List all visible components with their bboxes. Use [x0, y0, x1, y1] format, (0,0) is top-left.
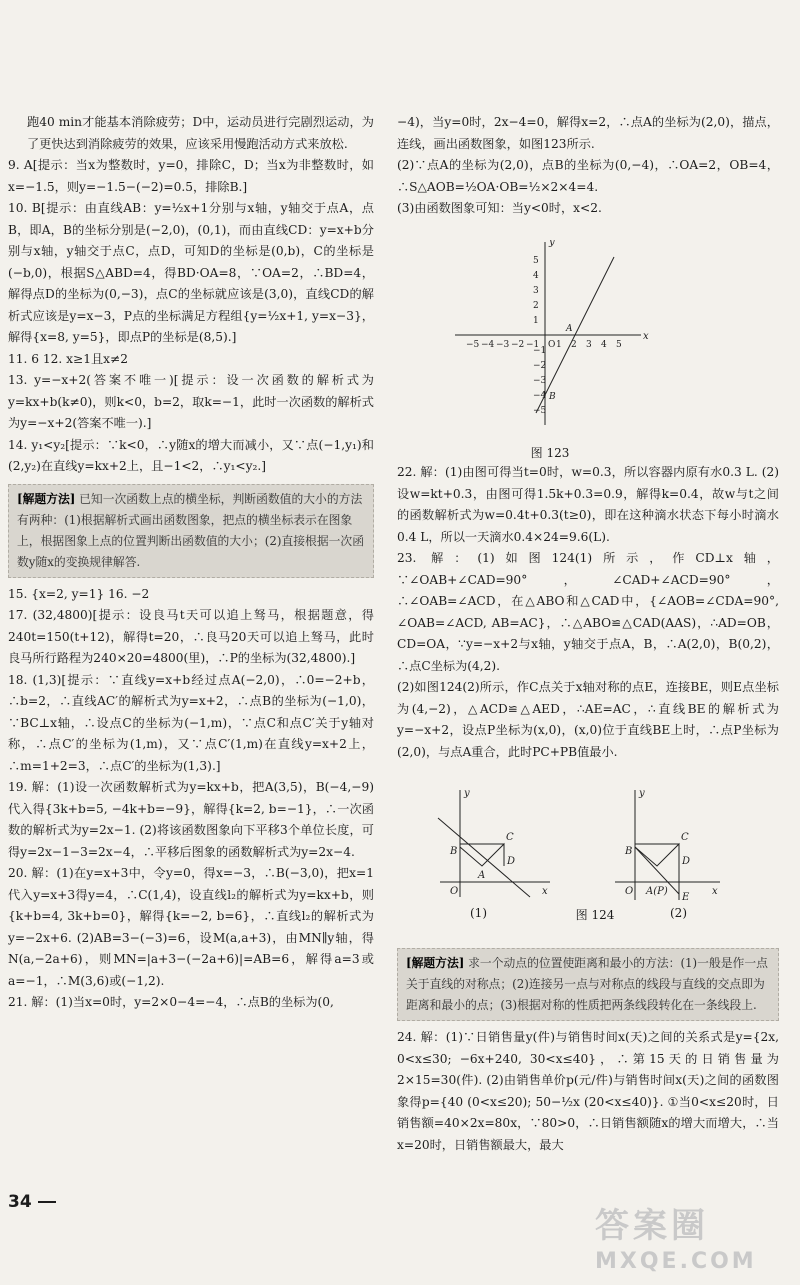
y-tick-label: −4	[533, 391, 547, 401]
x-tick-label: −3	[496, 340, 510, 350]
page-number	[8, 1192, 56, 1212]
method-box-2	[397, 948, 779, 1021]
fig1-x-label: x	[542, 886, 548, 897]
answer-21-part2: (2)∵点A的坐标为(2,0)，点B的坐标为(0,−4)，∴OA=2，OB=4，∴S△AOB=½OA·OB=½×2×4=4.	[397, 158, 779, 194]
fig124-sub1: (1)	[470, 906, 487, 920]
answer-22: 22. 解：(1)由图可得当t=0时，w=0.3，所以容器内原有水0.3 L. (2)设w=kt+0.3，由图可得1.5k+0.3=0.9，解得k=0.4，故w与t之间的函数解析式为w=0.4t+0.3(t≥0)，即在这种滴水状态下每小时滴水0.4 L，所以一天滴水0.4×24=9.6(L).	[397, 465, 779, 544]
fig1-y-label: y	[464, 788, 470, 799]
method-text: 已知一次函数上点的横坐标，判断函数值的大小的方法有两种：(1)根据解析式画出函数图象，把点的横坐标表示在图象上，根据图象上点的位置判断出函数值的大小；(2)直接根据一次函数y随x的变换规律解答.	[17, 491, 365, 569]
answer-15-16: 15. {x=2, y=1} 16. −2	[8, 586, 150, 601]
answer-21-part3: (3)由函数图象可知：当y<0时，x<2.	[397, 201, 602, 215]
x-tick-label: 2	[571, 340, 577, 350]
answer-23-part2: (2)如图124(2)所示，作C点关于x轴对称的点E，连接BE，则E点坐标为(4,−2)，△ACD≌△AED，∴AE=AC，∴直线BE的解析式为y=−x+2，设点P坐标为(x,0)，(x,0)位于直线BE上时，∴点P坐标为(2,0)，与点A重合，此时PC+PB值最小.	[397, 680, 779, 759]
answer-14: 14. y₁<y₂[提示：∵k<0，∴y随x的增大而减小，又∵点(−1,y₁)和(2,y₂)在直线y=kx+2上，且−1<2，∴y₁<y₂.]	[8, 437, 374, 473]
fig2-x-label: x	[712, 886, 718, 897]
left-column	[8, 112, 374, 1014]
answer-21-start: 21. 解：(1)当x=0时，y=2×0−4=−4，∴点B的坐标为(0,	[8, 995, 334, 1009]
answer-21-continued: −4)，当y=0时，2x−4=0，解得x=2，∴点A的坐标为(2,0)，描点，连线，画出函数图象，如图123所示.	[397, 115, 779, 151]
x-tick-label: −4	[481, 340, 495, 350]
answer-20: 20. 解：(1)在y=x+3中，令y=0，得x=−3，∴B(−3,0)，把x=1代入y=x+3得y=4，∴C(1,4)，设直线l₂的解析式为y=kx+b，则{k+b=4, 3k+b=0}，解得{k=−2, b=6}，∴直线l₂的解析式为y=−2x+6. (2)AB=3−(−3)=6，设M(a,a+3)，由MN∥y轴，得N(a,−2a+6)，则MN=|a+3−(−2a+6)|=AB=6，解得a=3或a=−1，∴M(3,6)或(−1,2).	[8, 866, 374, 988]
watermark-url: MXQE.COM	[595, 1249, 757, 1274]
page-number-text: 34	[8, 1192, 32, 1212]
answer-19: 19. 解：(1)设一次函数解析式为y=kx+b，把A(3,5)，B(−4,−9)代入得{3k+b=5, −4k+b=−9}，解得{k=2, b=−1}，∴一次函数的解析式为y=2x−1. (2)将该函数图象向下平移3个单位长度，可得y=2x−1−3=2x−4，∴平移后图象的函数解析式为y=2x−4.	[8, 780, 374, 859]
answer-9: 9. A[提示：当x为整数时，y=0，排除C，D；当x为非整数时，如x=−1.5，则y=−1.5−(−2)=0.5，排除B.]	[8, 158, 374, 194]
fig1-a-label: A	[478, 870, 486, 881]
method-tag: [解题方法]	[17, 491, 76, 506]
fig1-o-label: O	[450, 886, 459, 897]
method-text-2: 求一个动点的位置使距离和最小的方法：(1)一般是作一点关于直线的对称点；(2)连接另一点与对称点的线段与直线的交点即为距离和最小的点；(3)根据对称的性质把两条线段转化在一条线段上.	[406, 956, 768, 1012]
point-b-label: B	[549, 392, 556, 402]
answer-23: 23. 解：(1)如图124(1)所示，作CD⊥x轴，∵∠OAB+∠CAD=90°，∠CAD+∠ACD=90°，∴∠OAB=∠ACD，在△ABO和△CAD中，{∠AOB=∠CDA=90°, ∠OAB=∠ACD, AB=AC}，∴△ABO≌△CAD(AAS)，∴AD=OB，CD=OA，∵y=−x+2与x轴，y轴交于点A，B，∴A(2,0)，B(0,2)，∴点C坐标为(4,2).	[397, 551, 779, 673]
figure-124	[420, 782, 730, 942]
fig124-sub2: (2)	[670, 906, 687, 920]
answer-10: 10. B[提示：由直线AB：y=½x+1分别与x轴，y轴交于点A，点B，即A，B的坐标分别是(−2,0)，(0,1)，而由直线CD：y=x+b分别与x轴，y轴交于点C，点D，可知D的坐标是(0,b)，C的坐标是(−b,0)，根据S△ABD=4，得BD·OA=8，∵OA=2，∴BD=4，解得点D的坐标为(0,−3)，点C的坐标就应该是(3,0)，直线CD的解析式应该是y=x−3，P点的坐标满足方程组{y=½x+1, y=x−3}，解得{x=8, y=5}，即点P的坐标是(8,5).]	[8, 201, 374, 344]
y-tick-label: 4	[533, 271, 539, 281]
fig1-d-label: D	[507, 856, 516, 867]
method-box-1	[8, 484, 374, 578]
fig2-c-label: C	[681, 832, 689, 843]
fig124-caption: 图 124	[575, 908, 615, 922]
figure-123-caption: 图 123	[530, 446, 570, 460]
x-tick-label: 4	[601, 340, 607, 350]
answer-18: 18. (1,3)[提示：∵直线y=x+b经过点A(−2,0)，∴0=−2+b，∴b=2，∴直线AC′的解析式为y=x+2，∴点B的坐标为(−1,0)，∵BC⊥x轴，∴设点C的坐标为(−1,m)，∵点C和点C′关于y轴对称，∴点C′的坐标为(1,m)，又∵点C′(1,m)在直线y=x+2上，∴m=1+2=3，∴点C′的坐标为(1,3).]	[8, 672, 374, 773]
fig2-b-label: B	[625, 846, 633, 857]
y-axis-label: y	[549, 240, 555, 248]
right-column-bottom	[397, 942, 779, 1156]
y-tick-label: 3	[533, 286, 539, 296]
answer-13: 13. y=−x+2(答案不唯一)[提示：设一次函数的解析式为y=kx+b(k≠0)，则k<0，b=2，取k=−1，此时一次函数的解析式为y=−x+2(答案不唯一).]	[8, 373, 374, 430]
fig1-b-label: B	[450, 846, 458, 857]
fig2-d-label: D	[682, 856, 691, 867]
y-tick-label: −1	[533, 346, 547, 356]
fig1-c-label: C	[506, 832, 514, 843]
figure-124-captions	[420, 906, 730, 923]
fig1-triangle	[460, 844, 504, 866]
x-tick-label: 3	[586, 340, 592, 350]
y-tick-label: 5	[533, 256, 539, 266]
y-tick-label: −2	[533, 361, 547, 371]
fig2-a-label: A(P)	[646, 886, 668, 897]
page-number-rule	[38, 1201, 56, 1203]
y-tick-label: 2	[533, 301, 539, 311]
answer-11-12: 11. 6 12. x≥1且x≠2	[8, 351, 129, 366]
x-tick-label: −1	[526, 340, 540, 350]
fig2-e-label: E	[682, 892, 690, 902]
watermark	[595, 1198, 790, 1278]
figure-123	[440, 240, 660, 460]
x-tick-label: −5	[466, 340, 480, 350]
answer-24: 24. 解：(1)∵日销售量y(件)与销售时间x(天)之间的关系式是y={2x, 0<x≤30; −6x+240, 30<x≤40}，∴第15天的日销售量为2×15=30(件). (2)由销售单价p(元/件)与销售时间x(天)之间的函数图象得p={40 (0<x≤20); 50−½x (20<x≤40)}. ①当0<x≤20时，日销售额=40×2x=80x，∵80>0，∴日销售额随x的增大而增大，∴当x=20时，日销售额最大，最大	[397, 1030, 779, 1152]
y-tick-label: −5	[533, 406, 547, 416]
answer-17: 17. (32,4800)[提示：设良马t天可以追上驽马，根据题意，得240t=150(t+12)，解得t=20，∴良马20天可以追上驽马，此时良马所行路程为240×20=4800(里)，∴P的坐标为(32,4800).]	[8, 608, 374, 665]
x-tick-label: 1	[556, 340, 562, 350]
right-column-lower	[397, 462, 779, 763]
figure-124-diagrams	[420, 782, 730, 902]
fig2-o-label: O	[625, 886, 634, 897]
fig2-y-label: y	[639, 788, 645, 799]
x-tick-label: 5	[616, 340, 622, 350]
x-tick-label: −2	[511, 340, 525, 350]
method-tag-2: [解题方法]	[406, 956, 465, 970]
right-column	[397, 112, 779, 220]
y-tick-label: 1	[533, 316, 539, 326]
coordinate-plane	[440, 240, 660, 440]
point-a-label: A	[566, 324, 573, 334]
y-tick-label: −3	[533, 376, 547, 386]
answer-8-continued: 跑40 min才能基本消除疲劳；D中，运动员进行完剧烈运动，为了更快达到消除疲劳的效果，应该采用慢跑活动方式来放松.	[27, 115, 374, 151]
x-axis-label: x	[643, 331, 649, 342]
watermark-brand: 答案圈	[595, 1206, 709, 1246]
origin-label: O	[548, 340, 556, 350]
